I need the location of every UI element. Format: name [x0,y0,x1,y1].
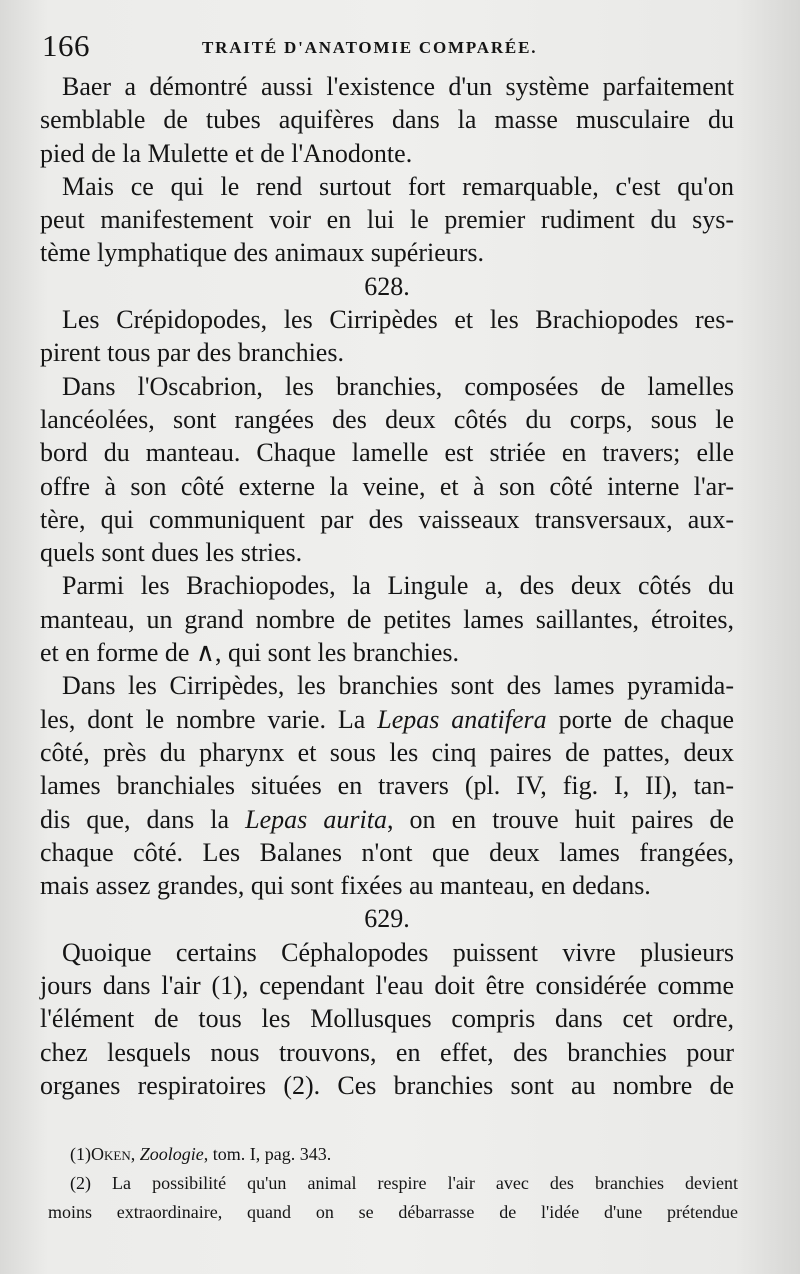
text-line [40,70,734,103]
body-text [40,70,734,1102]
line-text: peut manifestement voir en lui le premier rudiment du sys- [40,205,734,235]
line-text: Dans les Cirripèdes, les branchies sont des lames pyramida- [62,671,734,701]
line-text: Quoique certains Céphalopodes puissent vivre plusieurs [62,937,734,967]
text-line [40,436,734,469]
footnote-marker: (1) [70,1144,91,1164]
text-line [40,803,734,836]
text-line [40,303,734,336]
footnote-line: (1)Oken, Zoologie, tom. I, pag. 343. [70,1144,332,1164]
text-line [40,836,734,869]
line-text: 629. [364,904,410,934]
text-line [40,203,734,236]
footnote-work: Zoologie [139,1144,204,1164]
line-text: les, dont le nombre varie. La [40,704,366,734]
line-text: jours dans l'air (1), cependant l'eau doit être considérée comme [40,971,734,1001]
line-text: Mais ce qui le rend surtout fort remarquable, c'est qu'on [62,171,734,201]
footnote-text: moins extraordinaire, quand on se débarrasse de l'idée d'une prétendue [48,1202,738,1222]
line-text: organes respiratoires (2). Ces branchies sont au nombre de [40,1070,734,1100]
line-text: chaque côté. Les Balanes n'ont que deux lames frangées, [40,837,734,867]
text-line [40,1069,734,1102]
footnotes [48,1140,738,1227]
page-number: 166 [42,28,90,63]
text-line [40,370,734,403]
text-line [40,403,734,436]
species-name: Lepas anatifera [377,704,547,734]
line-text: tère, qui communiquent par des vaisseaux transversaux, aux- [40,504,734,534]
text-line [40,769,734,802]
text-line [40,137,734,170]
footnote-reference: , tom. I, pag. 343. [203,1144,332,1164]
line-text: mais assez grandes, qui sont fixées au manteau, en dedans. [40,871,651,901]
text-line [40,869,734,902]
line-text: Dans l'Oscabrion, les branchies, composées de lamelles [62,371,734,401]
paragraph-number [40,902,734,935]
text-line [40,603,734,636]
line-text: Les Crépidopodes, les Cirripèdes et les Brachiopodes res- [62,305,734,335]
text-line [40,569,734,602]
text-line [40,470,734,503]
text-line [40,236,734,269]
line-text: tème lymphatique des animaux supérieurs. [40,238,485,268]
text-line [40,503,734,536]
line-text: lancéolées, sont rangées des deux côtés du corps, sous le [40,404,734,434]
text-line [40,969,734,1002]
line-text: et en forme de ∧, qui sont les branchies. [40,638,460,668]
footnote-author: Oken [91,1144,131,1164]
line-text-continued: , on en trouve huit paires de [386,804,735,834]
line-text: manteau, un grand nombre de petites lames saillantes, étroites, [40,604,734,634]
line-text: Parmi les Brachiopodes, la Lingule a, des deux côtés du [62,571,734,601]
footnote-line [48,1169,738,1198]
line-text: l'élément de tous les Mollusques compris dans cet ordre, [40,1004,734,1034]
line-text: côté, près du pharynx et sous les cinq paires de pattes, deux [40,737,734,767]
text-line [40,1036,734,1069]
text-line [40,536,734,569]
line-text: bord du manteau. Chaque lamelle est striée en travers; elle [40,438,734,468]
line-text: semblable de tubes aquifères dans la masse musculaire du [40,105,734,135]
line-text: lames branchiales situées en travers (pl. IV, fig. I, II), tan- [40,771,734,801]
text-line [40,703,734,736]
text-line [40,1002,734,1035]
line-text: Baer a démontré aussi l'existence d'un système parfaitement [62,72,734,101]
footnote-text: (2) La possibilité qu'un animal respire l'air avec des branchies devient [70,1173,738,1193]
text-line [40,636,734,669]
line-text: dis que, dans la [40,804,230,834]
footnote-line [48,1198,738,1227]
text-line [40,736,734,769]
text-line [40,669,734,702]
text-line [40,936,734,969]
text-line [40,336,734,369]
line-text-continued: porte de chaque [558,704,734,734]
page-header [42,28,742,68]
line-text: offre à son côté externe la veine, et à son côté interne l'ar- [40,471,734,501]
line-text: chez lesquels nous trouvons, en effet, des branchies pour [40,1037,734,1067]
line-text: quels sont dues les stries. [40,538,303,568]
paragraph-number [40,270,734,303]
species-name: Lepas aurita [245,804,387,834]
line-text: pirent tous par des branchies. [40,338,344,368]
text-line [40,103,734,136]
line-text: 628. [364,271,410,301]
running-title: TRAITÉ D'ANATOMIE COMPARÉE. [202,38,538,57]
text-line [40,170,734,203]
line-text: pied de la Mulette et de l'Anodonte. [40,138,413,168]
